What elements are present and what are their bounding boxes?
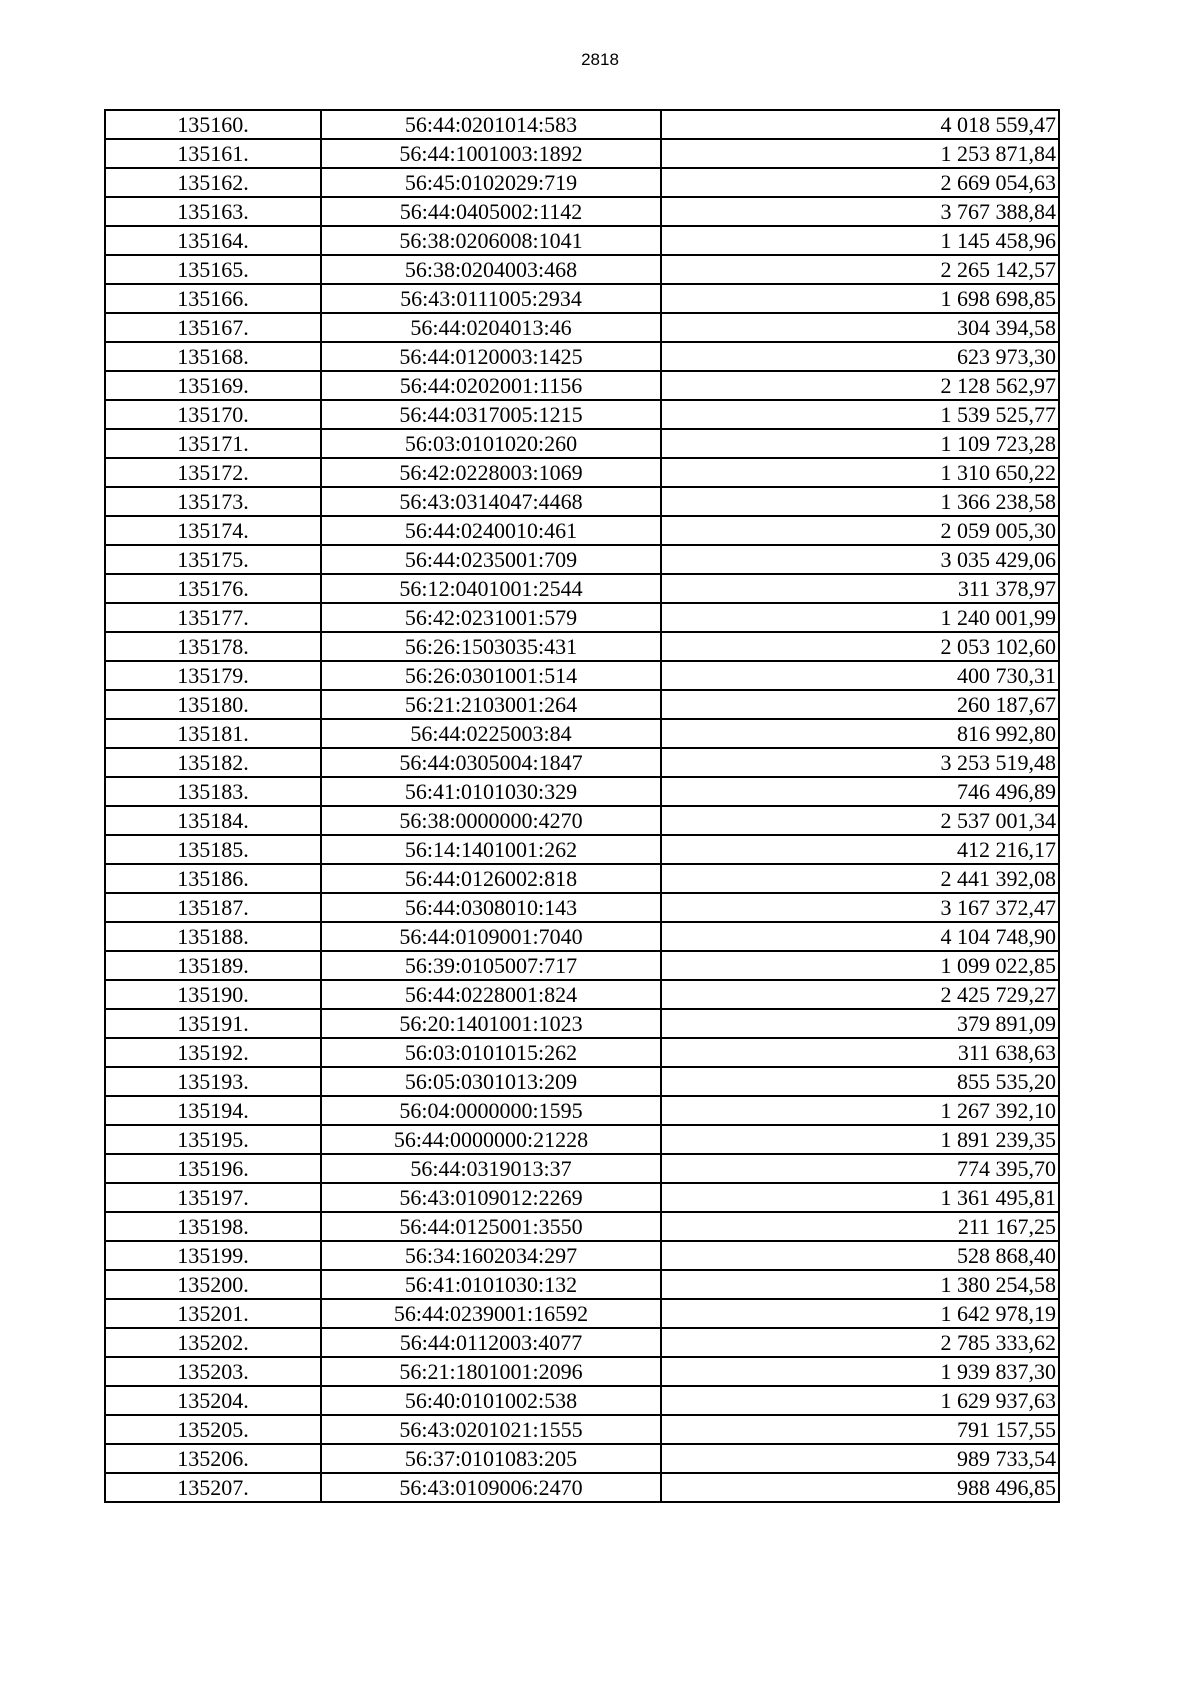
cadastral-value-cell: 1 642 978,19 bbox=[661, 1299, 1059, 1328]
cadastral-value-cell: 816 992,80 bbox=[661, 719, 1059, 748]
cadastral-value-cell: 791 157,55 bbox=[661, 1415, 1059, 1444]
row-number-cell: 135199. bbox=[105, 1241, 321, 1270]
table-row bbox=[105, 1270, 1059, 1299]
row-number-cell: 135170. bbox=[105, 400, 321, 429]
row-number-cell: 135185. bbox=[105, 835, 321, 864]
table-row bbox=[105, 864, 1059, 893]
row-number-cell: 135163. bbox=[105, 197, 321, 226]
cadastral-value-cell: 4 018 559,47 bbox=[661, 110, 1059, 139]
cadastral-value-cell: 1 380 254,58 bbox=[661, 1270, 1059, 1299]
cadastral-number-cell: 56:21:2103001:264 bbox=[321, 690, 661, 719]
row-number-cell: 135168. bbox=[105, 342, 321, 371]
cadastral-value-cell: 2 059 005,30 bbox=[661, 516, 1059, 545]
table-row bbox=[105, 1386, 1059, 1415]
cadastral-number-cell: 56:37:0101083:205 bbox=[321, 1444, 661, 1473]
row-number-cell: 135192. bbox=[105, 1038, 321, 1067]
cadastral-number-cell: 56:38:0204003:468 bbox=[321, 255, 661, 284]
table-row bbox=[105, 1009, 1059, 1038]
cadastral-number-cell: 56:41:0101030:329 bbox=[321, 777, 661, 806]
row-number-cell: 135178. bbox=[105, 632, 321, 661]
row-number-cell: 135162. bbox=[105, 168, 321, 197]
table-row bbox=[105, 458, 1059, 487]
table-body bbox=[105, 110, 1059, 1502]
cadastral-number-cell: 56:44:0225003:84 bbox=[321, 719, 661, 748]
cadastral-number-cell: 56:21:1801001:2096 bbox=[321, 1357, 661, 1386]
row-number-cell: 135183. bbox=[105, 777, 321, 806]
table-row bbox=[105, 487, 1059, 516]
cadastral-value-cell: 1 109 723,28 bbox=[661, 429, 1059, 458]
cadastral-value-cell: 989 733,54 bbox=[661, 1444, 1059, 1473]
table-row bbox=[105, 110, 1059, 139]
cadastral-number-cell: 56:44:0405002:1142 bbox=[321, 197, 661, 226]
cadastral-number-cell: 56:12:0401001:2544 bbox=[321, 574, 661, 603]
cadastral-number-cell: 56:44:0204013:46 bbox=[321, 313, 661, 342]
cadastral-value-cell: 4 104 748,90 bbox=[661, 922, 1059, 951]
cadastral-value-cell: 2 669 054,63 bbox=[661, 168, 1059, 197]
row-number-cell: 135206. bbox=[105, 1444, 321, 1473]
cadastral-value-cell: 1 629 937,63 bbox=[661, 1386, 1059, 1415]
cadastral-number-cell: 56:44:0000000:21228 bbox=[321, 1125, 661, 1154]
cadastral-value-cell: 260 187,67 bbox=[661, 690, 1059, 719]
table-row bbox=[105, 371, 1059, 400]
table-row bbox=[105, 1357, 1059, 1386]
cadastral-number-cell: 56:44:0126002:818 bbox=[321, 864, 661, 893]
row-number-cell: 135188. bbox=[105, 922, 321, 951]
cadastral-value-cell: 1 240 001,99 bbox=[661, 603, 1059, 632]
cadastral-number-cell: 56:44:0319013:37 bbox=[321, 1154, 661, 1183]
cadastral-value-cell: 3 035 429,06 bbox=[661, 545, 1059, 574]
table-row bbox=[105, 545, 1059, 574]
row-number-cell: 135204. bbox=[105, 1386, 321, 1415]
table-row bbox=[105, 632, 1059, 661]
page-number: 2818 bbox=[581, 50, 619, 69]
table-row bbox=[105, 284, 1059, 313]
table-row bbox=[105, 1299, 1059, 1328]
cadastral-value-cell: 1 253 871,84 bbox=[661, 139, 1059, 168]
table-row bbox=[105, 429, 1059, 458]
table-row bbox=[105, 893, 1059, 922]
table-row bbox=[105, 1444, 1059, 1473]
row-number-cell: 135173. bbox=[105, 487, 321, 516]
row-number-cell: 135195. bbox=[105, 1125, 321, 1154]
cadastral-value-cell: 211 167,25 bbox=[661, 1212, 1059, 1241]
table-row bbox=[105, 690, 1059, 719]
table-row bbox=[105, 1415, 1059, 1444]
row-number-cell: 135174. bbox=[105, 516, 321, 545]
row-number-cell: 135203. bbox=[105, 1357, 321, 1386]
cadastral-number-cell: 56:44:0202001:1156 bbox=[321, 371, 661, 400]
cadastral-number-cell: 56:26:1503035:431 bbox=[321, 632, 661, 661]
cadastral-value-cell: 3 767 388,84 bbox=[661, 197, 1059, 226]
cadastral-number-cell: 56:14:1401001:262 bbox=[321, 835, 661, 864]
row-number-cell: 135179. bbox=[105, 661, 321, 690]
cadastral-value-cell: 379 891,09 bbox=[661, 1009, 1059, 1038]
table-row bbox=[105, 313, 1059, 342]
cadastral-number-cell: 56:34:1602034:297 bbox=[321, 1241, 661, 1270]
cadastral-value-cell: 304 394,58 bbox=[661, 313, 1059, 342]
cadastral-value-cell: 3 253 519,48 bbox=[661, 748, 1059, 777]
cadastral-value-cell: 2 425 729,27 bbox=[661, 980, 1059, 1009]
cadastral-number-cell: 56:44:0305004:1847 bbox=[321, 748, 661, 777]
cadastral-number-cell: 56:41:0101030:132 bbox=[321, 1270, 661, 1299]
cadastral-value-cell: 623 973,30 bbox=[661, 342, 1059, 371]
row-number-cell: 135176. bbox=[105, 574, 321, 603]
row-number-cell: 135167. bbox=[105, 313, 321, 342]
table-row bbox=[105, 1154, 1059, 1183]
row-number-cell: 135194. bbox=[105, 1096, 321, 1125]
row-number-cell: 135186. bbox=[105, 864, 321, 893]
table-row bbox=[105, 574, 1059, 603]
cadastral-value-cell: 1 099 022,85 bbox=[661, 951, 1059, 980]
cadastral-number-cell: 56:43:0201021:1555 bbox=[321, 1415, 661, 1444]
row-number-cell: 135164. bbox=[105, 226, 321, 255]
row-number-cell: 135197. bbox=[105, 1183, 321, 1212]
cadastral-value-cell: 2 537 001,34 bbox=[661, 806, 1059, 835]
row-number-cell: 135205. bbox=[105, 1415, 321, 1444]
cadastral-number-cell: 56:44:0239001:16592 bbox=[321, 1299, 661, 1328]
row-number-cell: 135193. bbox=[105, 1067, 321, 1096]
table-row bbox=[105, 603, 1059, 632]
row-number-cell: 135172. bbox=[105, 458, 321, 487]
table-row bbox=[105, 1038, 1059, 1067]
cadastral-number-cell: 56:42:0231001:579 bbox=[321, 603, 661, 632]
cadastral-value-cell: 1 267 392,10 bbox=[661, 1096, 1059, 1125]
cadastral-value-cell: 400 730,31 bbox=[661, 661, 1059, 690]
row-number-cell: 135161. bbox=[105, 139, 321, 168]
row-number-cell: 135165. bbox=[105, 255, 321, 284]
row-number-cell: 135184. bbox=[105, 806, 321, 835]
row-number-cell: 135187. bbox=[105, 893, 321, 922]
row-number-cell: 135196. bbox=[105, 1154, 321, 1183]
cadastral-number-cell: 56:38:0000000:4270 bbox=[321, 806, 661, 835]
cadastral-number-cell: 56:44:0125001:3550 bbox=[321, 1212, 661, 1241]
cadastral-number-cell: 56:42:0228003:1069 bbox=[321, 458, 661, 487]
cadastral-value-cell: 412 216,17 bbox=[661, 835, 1059, 864]
table-row bbox=[105, 1125, 1059, 1154]
cadastral-number-cell: 56:44:0201014:583 bbox=[321, 110, 661, 139]
table-row bbox=[105, 719, 1059, 748]
cadastral-value-cell: 988 496,85 bbox=[661, 1473, 1059, 1502]
table-row bbox=[105, 400, 1059, 429]
table-row bbox=[105, 139, 1059, 168]
table-row bbox=[105, 342, 1059, 371]
table-row bbox=[105, 168, 1059, 197]
row-number-cell: 135190. bbox=[105, 980, 321, 1009]
cadastral-number-cell: 56:40:0101002:538 bbox=[321, 1386, 661, 1415]
cadastral-number-cell: 56:43:0109012:2269 bbox=[321, 1183, 661, 1212]
cadastral-value-cell: 311 378,97 bbox=[661, 574, 1059, 603]
row-number-cell: 135182. bbox=[105, 748, 321, 777]
table-row bbox=[105, 1183, 1059, 1212]
cadastral-number-cell: 56:38:0206008:1041 bbox=[321, 226, 661, 255]
cadastral-number-cell: 56:05:0301013:209 bbox=[321, 1067, 661, 1096]
table-row bbox=[105, 1212, 1059, 1241]
cadastral-value-cell: 1 939 837,30 bbox=[661, 1357, 1059, 1386]
table-row bbox=[105, 980, 1059, 1009]
cadastral-number-cell: 56:44:0120003:1425 bbox=[321, 342, 661, 371]
row-number-cell: 135189. bbox=[105, 951, 321, 980]
cadastral-number-cell: 56:44:0240010:461 bbox=[321, 516, 661, 545]
cadastral-number-cell: 56:44:0109001:7040 bbox=[321, 922, 661, 951]
cadastral-number-cell: 56:43:0314047:4468 bbox=[321, 487, 661, 516]
cadastral-number-cell: 56:44:0308010:143 bbox=[321, 893, 661, 922]
cadastral-value-cell: 774 395,70 bbox=[661, 1154, 1059, 1183]
table-row bbox=[105, 835, 1059, 864]
cadastral-value-cell: 2 053 102,60 bbox=[661, 632, 1059, 661]
table-row bbox=[105, 661, 1059, 690]
cadastral-number-cell: 56:03:0101020:260 bbox=[321, 429, 661, 458]
cadastral-number-cell: 56:43:0109006:2470 bbox=[321, 1473, 661, 1502]
cadastral-value-cell: 1 361 495,81 bbox=[661, 1183, 1059, 1212]
table-row bbox=[105, 806, 1059, 835]
row-number-cell: 135181. bbox=[105, 719, 321, 748]
cadastral-value-cell: 311 638,63 bbox=[661, 1038, 1059, 1067]
cadastral-value-cell: 1 539 525,77 bbox=[661, 400, 1059, 429]
row-number-cell: 135177. bbox=[105, 603, 321, 632]
table-row bbox=[105, 748, 1059, 777]
table-row bbox=[105, 1328, 1059, 1357]
cadastral-value-cell: 2 265 142,57 bbox=[661, 255, 1059, 284]
row-number-cell: 135191. bbox=[105, 1009, 321, 1038]
row-number-cell: 135166. bbox=[105, 284, 321, 313]
cadastral-number-cell: 56:45:0102029:719 bbox=[321, 168, 661, 197]
cadastral-number-cell: 56:39:0105007:717 bbox=[321, 951, 661, 980]
cadastral-value-cell: 746 496,89 bbox=[661, 777, 1059, 806]
cadastral-number-cell: 56:20:1401001:1023 bbox=[321, 1009, 661, 1038]
table-row bbox=[105, 1241, 1059, 1270]
cadastral-value-cell: 2 441 392,08 bbox=[661, 864, 1059, 893]
table-row bbox=[105, 777, 1059, 806]
table-row bbox=[105, 1473, 1059, 1502]
cadastral-value-cell: 1 366 238,58 bbox=[661, 487, 1059, 516]
cadastral-value-cell: 3 167 372,47 bbox=[661, 893, 1059, 922]
cadastral-value-cell: 2 128 562,97 bbox=[661, 371, 1059, 400]
cadastral-number-cell: 56:44:1001003:1892 bbox=[321, 139, 661, 168]
cadastral-value-cell: 1 145 458,96 bbox=[661, 226, 1059, 255]
cadastral-number-cell: 56:03:0101015:262 bbox=[321, 1038, 661, 1067]
cadastral-number-cell: 56:44:0235001:709 bbox=[321, 545, 661, 574]
cadastral-number-cell: 56:44:0228001:824 bbox=[321, 980, 661, 1009]
row-number-cell: 135175. bbox=[105, 545, 321, 574]
cadastral-value-cell: 1 891 239,35 bbox=[661, 1125, 1059, 1154]
cadastral-number-cell: 56:04:0000000:1595 bbox=[321, 1096, 661, 1125]
table-row bbox=[105, 1096, 1059, 1125]
table-row bbox=[105, 1067, 1059, 1096]
row-number-cell: 135202. bbox=[105, 1328, 321, 1357]
row-number-cell: 135207. bbox=[105, 1473, 321, 1502]
cadastral-number-cell: 56:44:0317005:1215 bbox=[321, 400, 661, 429]
cadastral-number-cell: 56:44:0112003:4077 bbox=[321, 1328, 661, 1357]
table-row bbox=[105, 516, 1059, 545]
table-row bbox=[105, 197, 1059, 226]
table-row bbox=[105, 255, 1059, 284]
cadastral-value-table bbox=[104, 109, 1060, 1503]
table-row bbox=[105, 922, 1059, 951]
row-number-cell: 135160. bbox=[105, 110, 321, 139]
row-number-cell: 135171. bbox=[105, 429, 321, 458]
cadastral-value-cell: 1 310 650,22 bbox=[661, 458, 1059, 487]
cadastral-value-cell: 1 698 698,85 bbox=[661, 284, 1059, 313]
table-row bbox=[105, 226, 1059, 255]
cadastral-number-cell: 56:43:0111005:2934 bbox=[321, 284, 661, 313]
cadastral-value-cell: 2 785 333,62 bbox=[661, 1328, 1059, 1357]
table-row bbox=[105, 951, 1059, 980]
row-number-cell: 135180. bbox=[105, 690, 321, 719]
row-number-cell: 135169. bbox=[105, 371, 321, 400]
row-number-cell: 135201. bbox=[105, 1299, 321, 1328]
cadastral-value-cell: 528 868,40 bbox=[661, 1241, 1059, 1270]
cadastral-value-cell: 855 535,20 bbox=[661, 1067, 1059, 1096]
row-number-cell: 135200. bbox=[105, 1270, 321, 1299]
cadastral-number-cell: 56:26:0301001:514 bbox=[321, 661, 661, 690]
row-number-cell: 135198. bbox=[105, 1212, 321, 1241]
